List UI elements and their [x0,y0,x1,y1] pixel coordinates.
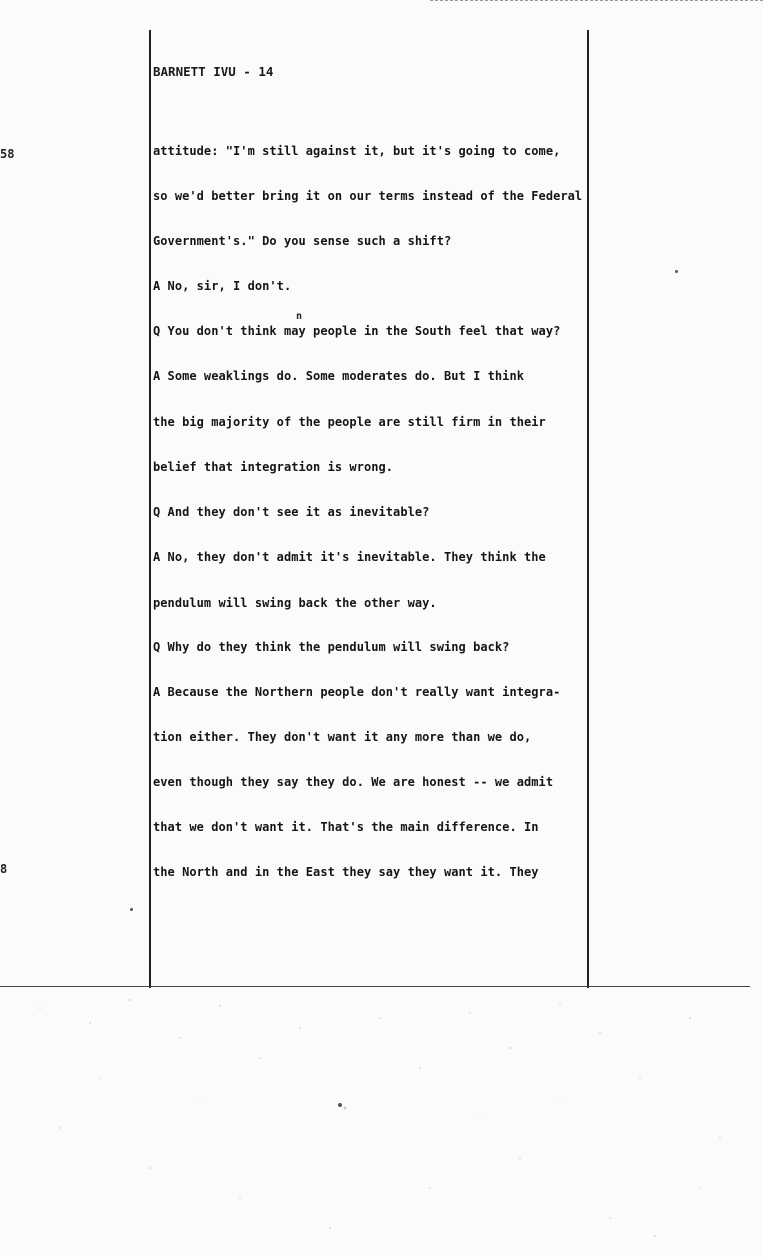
transcript-line: Government's." Do you sense such a shift? [153,234,452,248]
transcript-line: so we'd better bring it on our terms instead of the Federal [153,189,583,203]
handwritten-correction: n [296,311,303,322]
transcript-line: attitude: "I'm still against it, but it's going to come, [153,144,561,158]
page-header: BARNETT IVU - 14 [153,64,274,79]
transcript-line: Q And they don't see it as inevitable? [153,505,430,519]
transcript-line: even though they say they do. We are honest -- we admit [153,775,554,789]
transcript-line: A No, sir, I don't. [153,279,292,293]
transcript-line: the North and in the East they say they want it. They [153,865,539,879]
left-margin-rule [149,30,151,988]
transcript-line: the big majority of the people are still firm in their [153,415,546,429]
transcript-line: pendulum will swing back the other way. [153,596,437,610]
margin-number: 58 [0,147,15,161]
transcript-line: A Some weaklings do. Some moderates do. But I think [153,369,525,383]
transcript-line: Q You don't think may people in the South feel that way? [153,324,561,338]
transcript-line: Q Why do they think the pendulum will swing back? [153,640,510,654]
transcript-line: belief that integration is wrong. [153,460,394,474]
transcript-line: A No, they don't admit it's inevitable. They think the [153,550,546,564]
ink-speck [675,270,678,273]
ink-speck [130,908,133,911]
top-dotted-edge [430,0,763,1]
transcript-line: that we don't want it. That's the main difference. In [153,820,539,834]
bottom-rule [0,986,750,987]
scan-noise [0,988,763,1257]
right-margin-rule [587,30,589,988]
transcript-line: A Because the Northern people don't really want integra- [153,685,561,699]
transcript-line: tion either. They don't want it any more than we do, [153,730,532,744]
ink-speck [338,1103,342,1107]
margin-number: 8 [0,862,8,876]
